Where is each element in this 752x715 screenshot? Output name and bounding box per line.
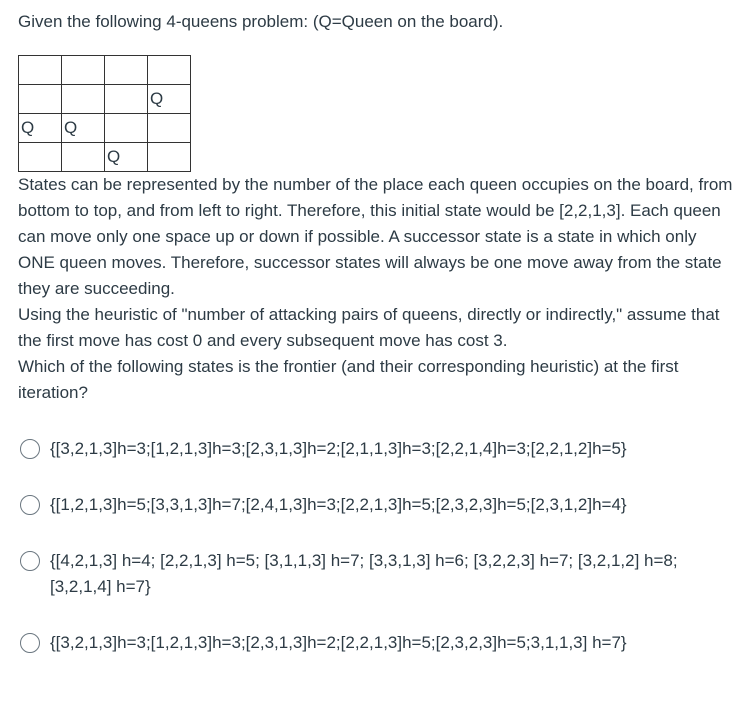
board-row — [19, 56, 191, 85]
board-cell — [148, 114, 191, 143]
board-row — [19, 114, 191, 143]
answer-option-label: {[1,2,1,3]h=5;[3,3,1,3]h=7;[2,4,1,3]h=3;[2,2,1,3]h=5;[2,3,2,3]h=5;[2,3,1,2]h=4} — [50, 495, 627, 514]
board-cell — [62, 56, 105, 85]
answer-option[interactable] — [18, 630, 734, 656]
radio-button[interactable] — [20, 551, 40, 571]
answer-options — [18, 436, 734, 656]
question-intro: Given the following 4-queens problem: (Q=Queen on the board). — [18, 12, 504, 31]
board-cell — [148, 56, 191, 85]
board-cell — [62, 143, 105, 172]
board-row — [19, 143, 191, 172]
chess-board — [18, 55, 191, 172]
answer-option[interactable] — [18, 548, 734, 600]
board-cell — [105, 56, 148, 85]
board-row — [19, 85, 191, 114]
states-paragraph: States can be represented by the number of the place each queen occupies on the board, from bottom to top, and from left to right. Therefore, this initial state would be [2,2,1,3]. Each queen can move only one space up or down if possible. A successor state is a state in which only ONE queen moves. Therefore, successor states will always be one move away from the state they are succeeding. — [18, 175, 733, 298]
radio-button[interactable] — [20, 633, 40, 653]
board-cell — [105, 114, 148, 143]
radio-button[interactable] — [20, 495, 40, 515]
answer-option[interactable] — [18, 492, 734, 518]
board-cell: Q — [62, 114, 105, 143]
board-cell — [148, 143, 191, 172]
board-cell — [62, 85, 105, 114]
answer-option[interactable] — [18, 436, 734, 462]
question-prompt: Which of the following states is the frontier (and their corresponding heuristic) at the first iteration? — [18, 357, 679, 402]
answer-option-label: {[4,2,1,3] h=4; [2,2,1,3] h=5; [3,1,1,3] h=7; [3,3,1,3] h=6; [3,2,2,3] h=7; [3,2,1,2] h=8; [3,2,1,4] h=7} — [50, 551, 678, 596]
board-cell — [19, 85, 62, 114]
board-cell — [105, 85, 148, 114]
board-cell — [19, 143, 62, 172]
board-cell: Q — [105, 143, 148, 172]
answer-option-label: {[3,2,1,3]h=3;[1,2,1,3]h=3;[2,3,1,3]h=2;[2,1,1,3]h=3;[2,2,1,4]h=3;[2,2,1,2]h=5} — [50, 439, 627, 458]
board-cell: Q — [19, 114, 62, 143]
radio-button[interactable] — [20, 439, 40, 459]
board-cell: Q — [148, 85, 191, 114]
answer-option-label: {[3,2,1,3]h=3;[1,2,1,3]h=3;[2,3,1,3]h=2;[2,2,1,3]h=5;[2,3,2,3]h=5;3,1,1,3] h=7} — [50, 633, 627, 652]
heuristic-paragraph: Using the heuristic of "number of attacking pairs of queens, directly or indirectly," assume that the first move has cost 0 and every subsequent move has cost 3. — [18, 305, 720, 350]
board-cell — [19, 56, 62, 85]
